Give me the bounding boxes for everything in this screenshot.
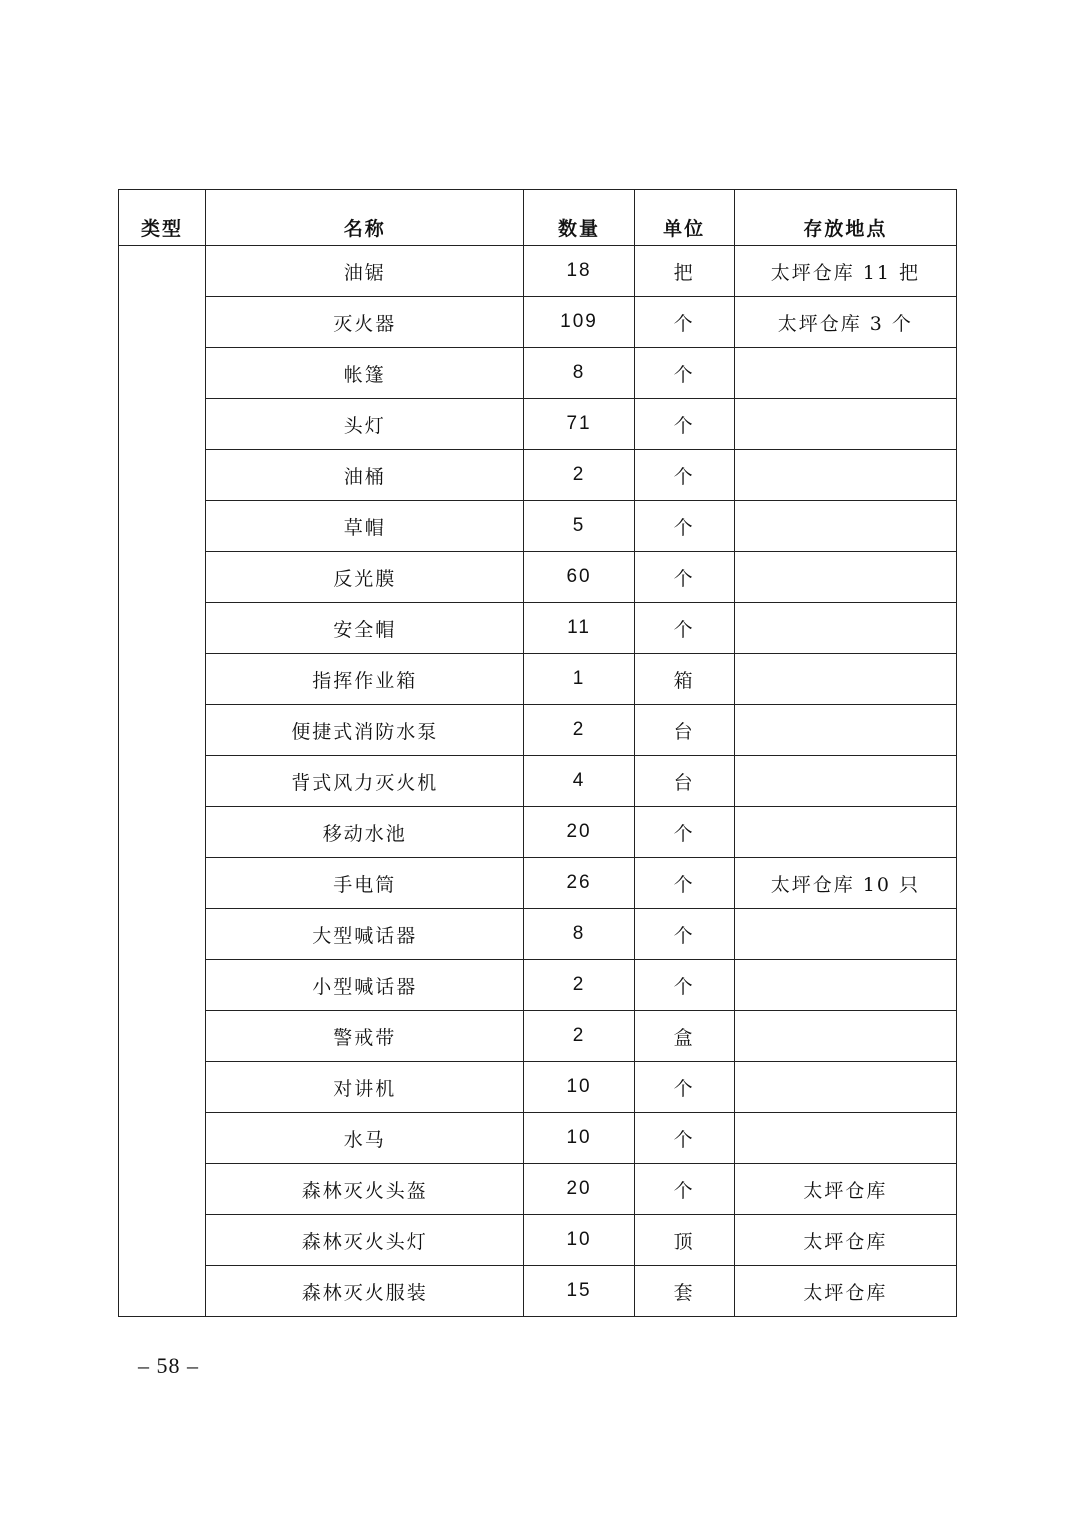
- table-row: [119, 450, 957, 501]
- quantity-cell: 10: [524, 1215, 634, 1266]
- quantity-cell: 15: [524, 1266, 634, 1317]
- name-cell: 森林灭火头灯: [206, 1215, 524, 1266]
- quantity-cell: 20: [524, 807, 634, 858]
- unit-cell: 个: [634, 450, 734, 501]
- table-body: [119, 246, 957, 1317]
- location-cell: [734, 1113, 956, 1164]
- name-cell: 草帽: [206, 501, 524, 552]
- location-cell: [734, 807, 956, 858]
- location-cell: 太坪仓库 11 把: [734, 246, 956, 297]
- header-name: 名称: [206, 190, 524, 246]
- quantity-cell: 8: [524, 348, 634, 399]
- header-unit: 单位: [634, 190, 734, 246]
- location-cell: 太坪仓库: [734, 1215, 956, 1266]
- table-row: [119, 1011, 957, 1062]
- quantity-cell: 26: [524, 858, 634, 909]
- unit-cell: 台: [634, 756, 734, 807]
- name-cell: 反光膜: [206, 552, 524, 603]
- table-row: [119, 756, 957, 807]
- name-cell: 便捷式消防水泵: [206, 705, 524, 756]
- unit-cell: 顶: [634, 1215, 734, 1266]
- unit-cell: 个: [634, 1062, 734, 1113]
- unit-cell: 个: [634, 858, 734, 909]
- page-number: – 58 –: [138, 1353, 199, 1378]
- table-row: [119, 807, 957, 858]
- location-cell: [734, 756, 956, 807]
- name-cell: 对讲机: [206, 1062, 524, 1113]
- location-cell: [734, 960, 956, 1011]
- unit-cell: 盒: [634, 1011, 734, 1062]
- unit-cell: 个: [634, 960, 734, 1011]
- table-row: [119, 705, 957, 756]
- quantity-cell: 18: [524, 246, 634, 297]
- name-cell: 手电筒: [206, 858, 524, 909]
- location-cell: 太坪仓库: [734, 1164, 956, 1215]
- location-cell: 太坪仓库 10 只: [734, 858, 956, 909]
- quantity-cell: 11: [524, 603, 634, 654]
- unit-cell: 箱: [634, 654, 734, 705]
- quantity-cell: 71: [524, 399, 634, 450]
- location-cell: [734, 552, 956, 603]
- table-row: [119, 1266, 957, 1317]
- unit-cell: 套: [634, 1266, 734, 1317]
- quantity-cell: 4: [524, 756, 634, 807]
- quantity-cell: 10: [524, 1062, 634, 1113]
- quantity-cell: 1: [524, 654, 634, 705]
- unit-cell: 个: [634, 603, 734, 654]
- unit-cell: 个: [634, 807, 734, 858]
- name-cell: 警戒带: [206, 1011, 524, 1062]
- unit-cell: 个: [634, 501, 734, 552]
- table-row: [119, 246, 957, 297]
- unit-cell: 个: [634, 1164, 734, 1215]
- table-row: [119, 501, 957, 552]
- location-cell: 太坪仓库 3 个: [734, 297, 956, 348]
- inventory-table: [118, 189, 957, 1317]
- table-row: [119, 348, 957, 399]
- table-row: [119, 1113, 957, 1164]
- table-row: [119, 297, 957, 348]
- table-row: [119, 552, 957, 603]
- quantity-cell: 2: [524, 1011, 634, 1062]
- location-cell: 太坪仓库: [734, 1266, 956, 1317]
- table-header-row: [119, 190, 957, 246]
- unit-cell: 台: [634, 705, 734, 756]
- table-row: [119, 1062, 957, 1113]
- name-cell: 指挥作业箱: [206, 654, 524, 705]
- unit-cell: 个: [634, 909, 734, 960]
- location-cell: [734, 399, 956, 450]
- table-row: [119, 909, 957, 960]
- location-cell: [734, 1011, 956, 1062]
- unit-cell: 个: [634, 399, 734, 450]
- header-type: 类型: [119, 190, 206, 246]
- location-cell: [734, 654, 956, 705]
- name-cell: 移动水池: [206, 807, 524, 858]
- name-cell: 背式风力灭火机: [206, 756, 524, 807]
- name-cell: 森林灭火头盔: [206, 1164, 524, 1215]
- table-row: [119, 1215, 957, 1266]
- quantity-cell: 2: [524, 705, 634, 756]
- location-cell: [734, 1062, 956, 1113]
- header-quantity: 数量: [524, 190, 634, 246]
- header-location: 存放地点: [734, 190, 956, 246]
- name-cell: 水马: [206, 1113, 524, 1164]
- unit-cell: 个: [634, 552, 734, 603]
- name-cell: 油桶: [206, 450, 524, 501]
- name-cell: 安全帽: [206, 603, 524, 654]
- name-cell: 油锯: [206, 246, 524, 297]
- table-row: [119, 960, 957, 1011]
- location-cell: [734, 705, 956, 756]
- location-cell: [734, 501, 956, 552]
- table-row: [119, 399, 957, 450]
- unit-cell: 个: [634, 348, 734, 399]
- name-cell: 大型喊话器: [206, 909, 524, 960]
- table-row: [119, 1164, 957, 1215]
- name-cell: 灭火器: [206, 297, 524, 348]
- unit-cell: 把: [634, 246, 734, 297]
- quantity-cell: 20: [524, 1164, 634, 1215]
- location-cell: [734, 909, 956, 960]
- location-cell: [734, 450, 956, 501]
- quantity-cell: 2: [524, 960, 634, 1011]
- name-cell: 森林灭火服装: [206, 1266, 524, 1317]
- quantity-cell: 5: [524, 501, 634, 552]
- table-row: [119, 858, 957, 909]
- quantity-cell: 60: [524, 552, 634, 603]
- name-cell: 头灯: [206, 399, 524, 450]
- table-row: [119, 603, 957, 654]
- quantity-cell: 10: [524, 1113, 634, 1164]
- unit-cell: 个: [634, 297, 734, 348]
- type-cell: [119, 246, 206, 1317]
- name-cell: 帐篷: [206, 348, 524, 399]
- quantity-cell: 8: [524, 909, 634, 960]
- quantity-cell: 109: [524, 297, 634, 348]
- name-cell: 小型喊话器: [206, 960, 524, 1011]
- unit-cell: 个: [634, 1113, 734, 1164]
- location-cell: [734, 348, 956, 399]
- location-cell: [734, 603, 956, 654]
- table-row: [119, 654, 957, 705]
- quantity-cell: 2: [524, 450, 634, 501]
